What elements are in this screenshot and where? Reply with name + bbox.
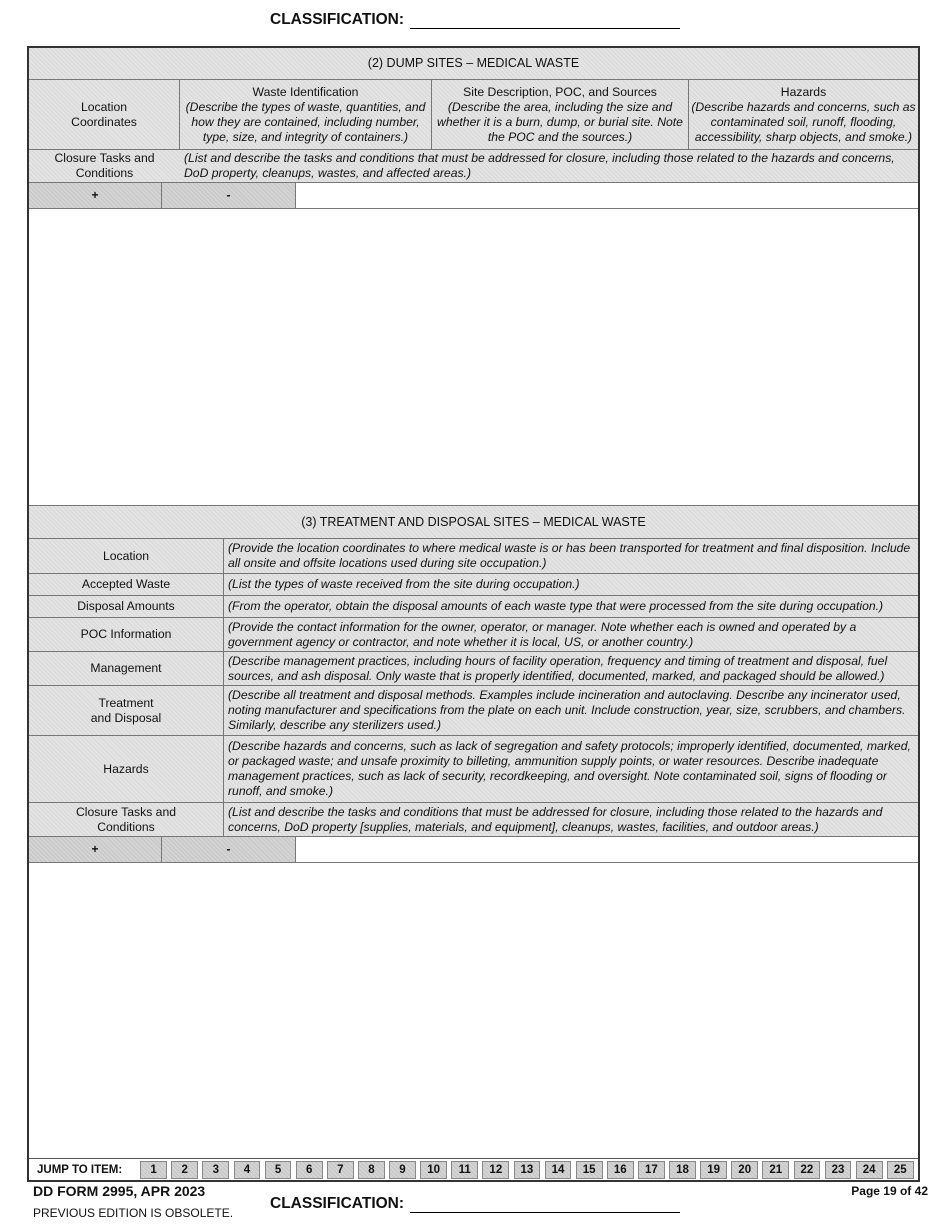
treatment-row-label: Treatment and Disposal bbox=[29, 686, 224, 736]
treatment-sites-title: (3) TREATMENT AND DISPOSAL SITES – MEDICAL WASTE bbox=[29, 506, 918, 539]
jump-button[interactable]: 10 bbox=[420, 1161, 447, 1179]
treatment-sites-entry-area[interactable] bbox=[29, 863, 918, 1158]
dump-button-row-spacer bbox=[296, 183, 918, 209]
treatment-row-label: Location bbox=[29, 539, 224, 574]
treatment-row-desc: (Describe management practices, including hours of facility operation, frequency and timing of treatment and disposal, fuel sources, and ash disposal. Only waste that is properly identified, documented, marked, and packaged should be allowed.) bbox=[224, 652, 918, 686]
jump-button[interactable]: 17 bbox=[638, 1161, 665, 1179]
jump-button[interactable]: 12 bbox=[482, 1161, 509, 1179]
jump-button[interactable]: 25 bbox=[887, 1161, 914, 1179]
previous-edition-note: PREVIOUS EDITION IS OBSOLETE. bbox=[33, 1206, 234, 1220]
jump-button[interactable]: 7 bbox=[327, 1161, 354, 1179]
jump-button[interactable]: 16 bbox=[607, 1161, 634, 1179]
treatment-row-desc: (From the operator, obtain the disposal amounts of each waste type that were processed from the site during occupation.) bbox=[224, 596, 918, 618]
classification-field-top[interactable] bbox=[410, 14, 680, 29]
dump-add-row-button[interactable]: + bbox=[29, 183, 162, 209]
site-description-desc: (Describe the area, including the size and whether it is a burn, dump, or burial site. Note the POC and the sources.) bbox=[437, 99, 683, 144]
site-description-header bbox=[432, 80, 689, 150]
dump-remove-row-button[interactable]: - bbox=[162, 183, 296, 209]
dump-closure-label: Closure Tasks and Conditions bbox=[29, 150, 180, 183]
treatment-remove-row-button[interactable]: - bbox=[162, 837, 296, 863]
hazards-title: Hazards bbox=[780, 84, 827, 99]
jump-button[interactable]: 24 bbox=[856, 1161, 883, 1179]
treatment-row-label: Hazards bbox=[29, 736, 224, 803]
jump-button[interactable]: 15 bbox=[576, 1161, 603, 1179]
jump-button[interactable]: 23 bbox=[825, 1161, 852, 1179]
jump-button[interactable]: 18 bbox=[669, 1161, 696, 1179]
jump-button[interactable]: 2 bbox=[171, 1161, 198, 1179]
jump-button[interactable]: 22 bbox=[794, 1161, 821, 1179]
treatment-row-desc: (Describe hazards and concerns, such as lack of segregation and safety protocols; improperly identified, documented, marked, or packaged waste; and unsafe proximity to billeting, ammunition supply points, or water resources. Describe inadequate management practices, such as lack of security, recordkeeping, and oversight. Note contaminated soil, signs of flooding or runoff, and smoke.) bbox=[224, 736, 918, 803]
jump-button[interactable]: 13 bbox=[514, 1161, 541, 1179]
jump-to-item-label: JUMP TO ITEM: bbox=[37, 1164, 123, 1176]
treatment-row-label: Disposal Amounts bbox=[29, 596, 224, 618]
waste-identification-header bbox=[180, 80, 432, 150]
classification-footer bbox=[270, 1195, 680, 1213]
jump-button[interactable]: 11 bbox=[451, 1161, 478, 1179]
treatment-row-label: Closure Tasks and Conditions bbox=[29, 803, 224, 837]
form-frame bbox=[27, 46, 920, 1182]
jump-button[interactable]: 4 bbox=[234, 1161, 261, 1179]
jump-button[interactable]: 14 bbox=[545, 1161, 572, 1179]
jump-button[interactable]: 5 bbox=[265, 1161, 292, 1179]
treatment-row-label: Management bbox=[29, 652, 224, 686]
form-name: DD FORM 2995, APR 2023 bbox=[33, 1183, 206, 1199]
classification-label-top: CLASSIFICATION: bbox=[270, 11, 405, 28]
dump-closure-desc: (List and describe the tasks and conditions that must be addressed for closure, including those related to the hazards and concerns, DoD property, cleanups, wastes, and affected areas.) bbox=[180, 150, 918, 183]
treatment-row-desc: (Provide the location coordinates to where medical waste is or has been transported for treatment and final disposition. Include all onsite and offsite locations used during site occupation.) bbox=[224, 539, 918, 574]
hazards-header bbox=[689, 80, 918, 150]
waste-identification-desc: (Describe the types of waste, quantities, and how they are contained, including number, type, size, and integrity of containers.) bbox=[185, 99, 426, 144]
treatment-row-desc: (List the types of waste received from the site during occupation.) bbox=[224, 574, 918, 596]
classification-field-bottom[interactable] bbox=[410, 1198, 680, 1213]
treatment-row-label: Accepted Waste bbox=[29, 574, 224, 596]
treatment-row-label: POC Information bbox=[29, 618, 224, 652]
jump-button[interactable]: 9 bbox=[389, 1161, 416, 1179]
treatment-add-row-button[interactable]: + bbox=[29, 837, 162, 863]
jump-to-item-bar bbox=[29, 1158, 918, 1181]
dump-sites-title: (2) DUMP SITES – MEDICAL WASTE bbox=[29, 48, 918, 80]
jump-button[interactable]: 3 bbox=[202, 1161, 229, 1179]
jump-button[interactable]: 1 bbox=[140, 1161, 167, 1179]
dump-sites-entry-area[interactable] bbox=[29, 209, 918, 506]
jump-button[interactable]: 20 bbox=[731, 1161, 758, 1179]
treatment-row-desc: (Describe all treatment and disposal methods. Examples include incineration and autoclaving. Describe any incinerator used, noting manufacturer and specifications from the plate on each unit. Include construction, year, size, scrubbers, and chambers. Similarly, describe any sterilizers used.) bbox=[224, 686, 918, 736]
classification-header bbox=[270, 11, 680, 29]
site-description-title: Site Description, POC, and Sources bbox=[463, 84, 657, 99]
location-coordinates-header: Location Coordinates bbox=[29, 80, 180, 150]
hazards-desc: (Describe hazards and concerns, such as contaminated soil, runoff, flooding, accessibility, sharp objects, and smoke.) bbox=[691, 99, 916, 144]
waste-identification-title: Waste Identification bbox=[252, 84, 359, 99]
treatment-button-row-spacer bbox=[296, 837, 918, 863]
page-number: Page 19 of 42 bbox=[851, 1184, 928, 1198]
jump-button[interactable]: 6 bbox=[296, 1161, 323, 1179]
treatment-row-desc: (List and describe the tasks and conditions that must be addressed for closure, including those related to the hazards and concerns, DoD property [supplies, materials, and equipment], cleanups, wastes, facilities, and outdoor areas.) bbox=[224, 803, 918, 837]
jump-button[interactable]: 19 bbox=[700, 1161, 727, 1179]
jump-button[interactable]: 8 bbox=[358, 1161, 385, 1179]
classification-label-bottom: CLASSIFICATION: bbox=[270, 1195, 405, 1212]
jump-button[interactable]: 21 bbox=[762, 1161, 789, 1179]
treatment-row-desc: (Provide the contact information for the owner, operator, or manager. Note whether each is owned and operated by a government agency or contractor, and note whether it is local, US, or another country.) bbox=[224, 618, 918, 652]
